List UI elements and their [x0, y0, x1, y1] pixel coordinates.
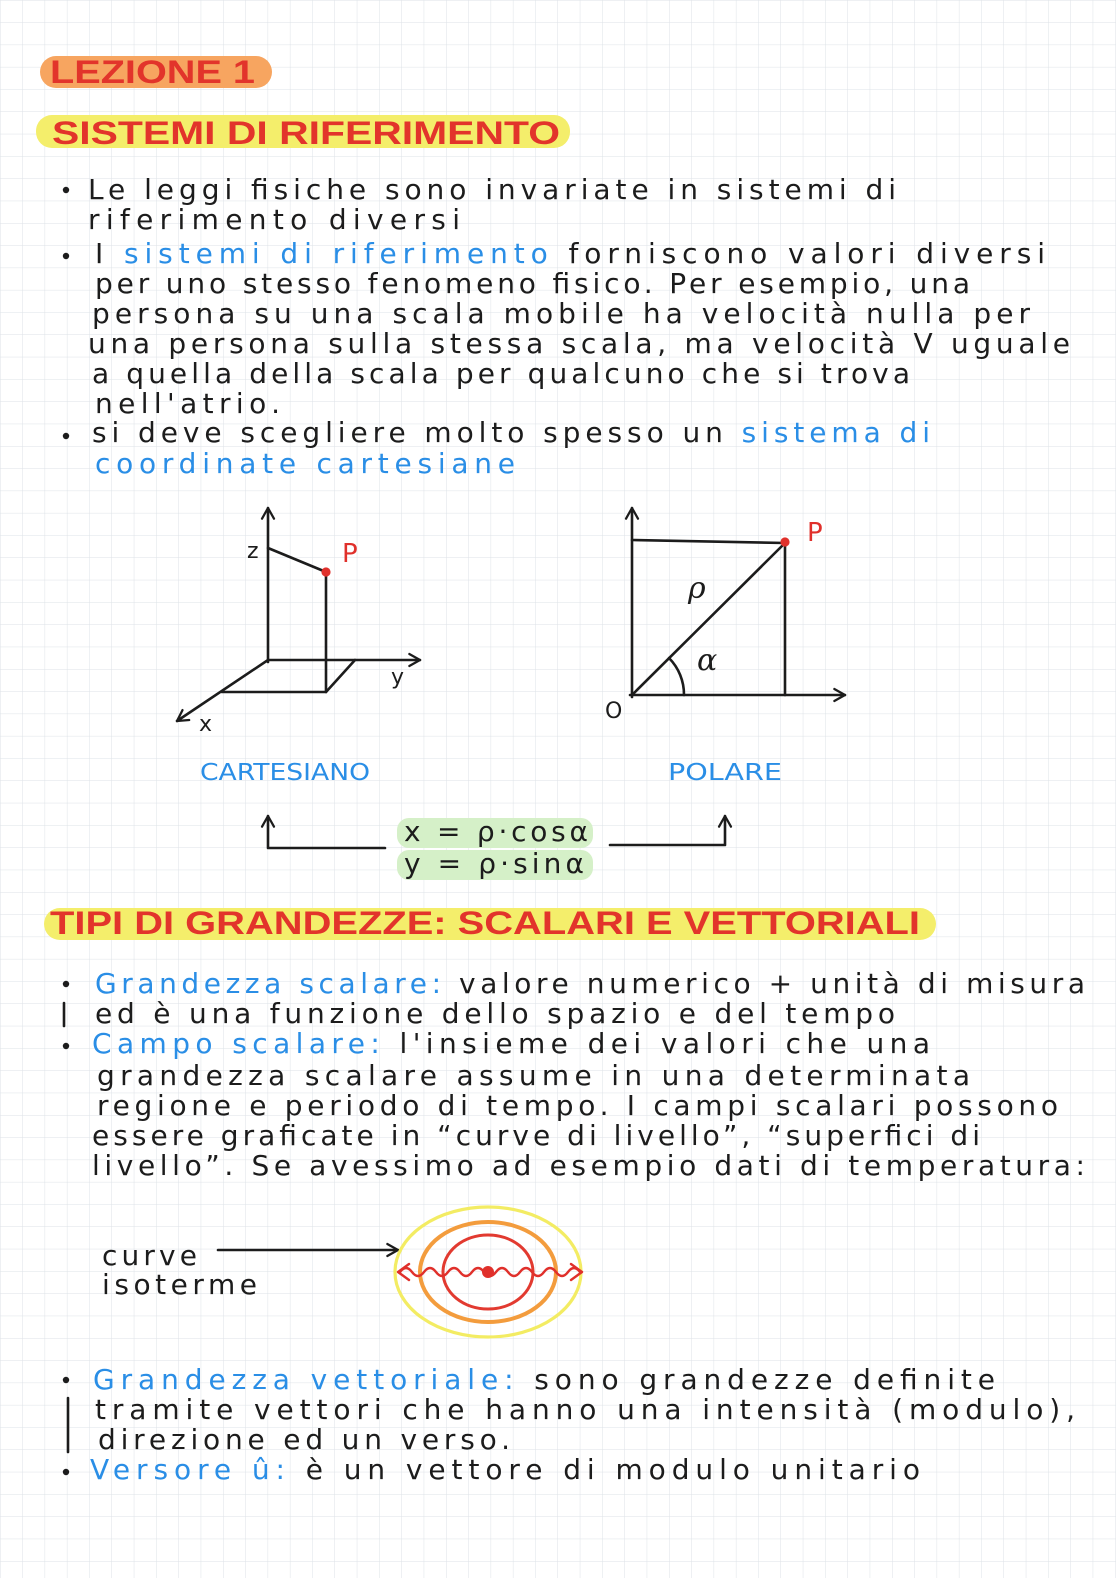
key-term: Versore û: — [90, 1453, 285, 1486]
note-line: grandezza scalare assume in una determinata — [97, 1059, 971, 1092]
note-line: persona su una scala mobile ha velocità nulla per — [92, 297, 1030, 330]
lesson-number: LEZIONE 1 — [50, 54, 255, 90]
section-title: TIPI DI GRANDEZZE: SCALARI E VETTORIALI — [50, 905, 920, 941]
bullet — [63, 1377, 69, 1383]
page-title: SISTEMI DI RIFERIMENTO — [52, 115, 560, 151]
note-text: l'insieme dei valori che una — [399, 1027, 930, 1060]
note-line: Le leggi fisiche sono invariate in sistemi di — [88, 173, 896, 206]
bullet — [63, 1043, 69, 1049]
point-p-marker — [780, 537, 789, 546]
note-text: forniscono valori diversi — [568, 237, 1045, 270]
y-axis-label: y — [391, 665, 405, 690]
z-axis-label: z — [247, 539, 259, 564]
radius-label: ρ — [688, 571, 706, 606]
bullet — [63, 433, 69, 439]
note-line: riferimento diversi — [88, 203, 460, 236]
isotherm-label: isoterme — [102, 1268, 257, 1301]
note-text: si deve scegliere molto spesso un — [92, 416, 723, 449]
cartesian-label: CARTESIANO — [200, 760, 370, 786]
point-p-label: P — [807, 518, 823, 548]
point-p-label: P — [342, 539, 358, 569]
note-line: essere graficate in “curve di livello”, “superfici di — [92, 1119, 981, 1152]
note-line: coordinate cartesiane — [95, 447, 515, 480]
origin-label: O — [605, 699, 623, 724]
x-axis-label: x — [199, 712, 213, 737]
note-line: ed è una funzione dello spazio e del tempo — [95, 997, 895, 1030]
polar-label: POLARE — [668, 760, 782, 786]
note-line: a quella della scala per qualcuno che si trova — [92, 357, 911, 390]
key-term: sistema di — [741, 416, 930, 449]
key-term: Grandezza scalare: — [95, 967, 442, 1000]
note-line: per uno stesso fenomeno fisico. Per esempio, una — [95, 267, 970, 300]
note-line: livello”. Se avessimo ad esempio dati di temperatura: — [92, 1149, 1085, 1182]
section-header — [44, 905, 936, 941]
key-term: Grandezza vettoriale: — [93, 1363, 514, 1396]
note-text: valore numerico + unità di misura — [459, 967, 1086, 1000]
note-line — [92, 416, 930, 449]
note-line: tramite vettori che hanno una intensità (modulo), — [95, 1393, 1075, 1426]
angle-label: α — [697, 643, 718, 678]
note-line: nell'atrio. — [95, 387, 280, 420]
note-line: direzione ed un verso. — [98, 1423, 510, 1456]
bullet — [63, 1469, 69, 1475]
formula-x: x = ρ·cosα — [404, 815, 588, 848]
note-line: una persona sulla stessa scala, ma velocità V uguale — [88, 327, 1070, 360]
bullet — [63, 187, 69, 193]
bullet — [63, 981, 69, 987]
note-text: è un vettore di modulo unitario — [305, 1453, 920, 1486]
key-term: sistemi di riferimento — [123, 237, 548, 270]
note-line: regione e periodo di tempo. I campi scalari possono — [97, 1089, 1058, 1122]
key-term: Campo scalare: — [92, 1027, 380, 1060]
note-line — [95, 237, 1045, 270]
formula-y: y = ρ·sinα — [404, 847, 584, 880]
bullet — [63, 253, 69, 259]
note-text: sono grandezze definite — [534, 1363, 995, 1396]
isotherm-label: curve — [102, 1239, 197, 1272]
note-text: I — [95, 237, 104, 270]
point-p-marker — [321, 567, 330, 576]
